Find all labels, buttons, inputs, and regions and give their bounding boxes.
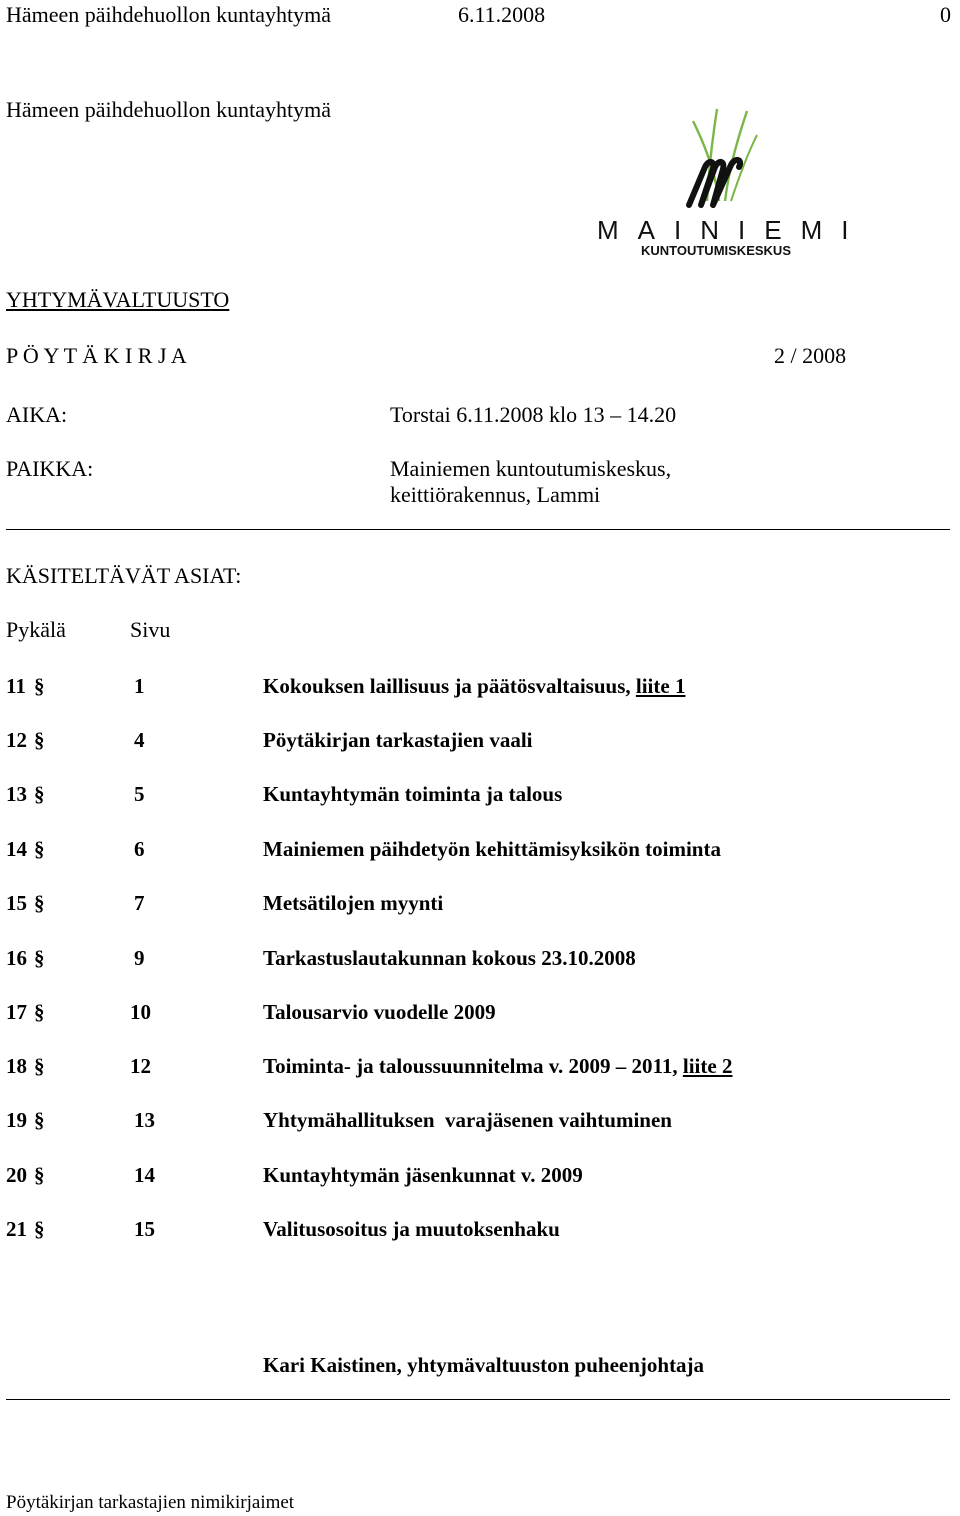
agenda-text: Metsätilojen myynti <box>263 891 444 915</box>
agenda-text <box>263 673 685 699</box>
section-number: 14 <box>6 837 27 861</box>
place-label: PAIKKA: <box>6 456 94 481</box>
agenda-item <box>0 999 960 1027</box>
attachment-link[interactable]: liite 1 <box>635 674 686 698</box>
section-number: 13 <box>6 782 27 806</box>
footer-initials-label: Pöytäkirjan tarkastajien nimikirjaimet <box>6 1492 295 1513</box>
header-page-number: 0 <box>940 2 951 27</box>
agenda-item <box>0 890 960 918</box>
signature-line: Kari Kaistinen, yhtymävaltuuston puheenjohtaja <box>263 1353 705 1377</box>
page-number: 14 <box>134 1163 155 1187</box>
section-symbol: § <box>34 891 45 915</box>
time-label: AIKA: <box>6 402 68 427</box>
council-heading: YHTYMÄVALTUUSTO <box>6 287 230 312</box>
agenda-item <box>0 836 960 864</box>
section-number: 20 <box>6 1163 27 1187</box>
section-symbol: § <box>34 837 45 861</box>
agenda-title-text: Kokouksen laillisuus ja päätösvaltaisuus, <box>263 674 636 698</box>
section-symbol: § <box>34 1108 45 1132</box>
divider <box>6 1399 950 1400</box>
agenda-text: Yhtymähallituksen varajäsenen vaihtuminen <box>263 1108 672 1132</box>
section-symbol: § <box>34 728 45 752</box>
attachment-link[interactable]: liite 2 <box>682 1054 733 1078</box>
page-number: 15 <box>134 1217 155 1241</box>
mainiemi-logo <box>597 105 868 259</box>
agenda-item <box>0 1162 960 1190</box>
organization-title: Hämeen päihdehuollon kuntayhtymä <box>6 97 332 122</box>
agenda-text: Kuntayhtymän toiminta ja talous <box>263 782 563 806</box>
time-value: Torstai 6.11.2008 klo 13 – 14.20 <box>390 402 677 427</box>
logo-brand-text: MAINIEMI <box>597 215 868 245</box>
agenda-text <box>263 1053 732 1079</box>
minutes-title: P Ö Y T Ä K I R J A <box>6 343 187 368</box>
section-symbol: § <box>34 1217 45 1241</box>
page-number: 5 <box>134 782 145 806</box>
place-line-2: keittiörakennus, Lammi <box>390 482 601 507</box>
agenda-text: Kuntayhtymän jäsenkunnat v. 2009 <box>263 1163 583 1187</box>
agenda-item <box>0 945 960 973</box>
page-number: 9 <box>134 946 145 970</box>
section-number: 17 <box>6 1000 27 1024</box>
section-number: 19 <box>6 1108 27 1132</box>
section-number: 21 <box>6 1217 27 1241</box>
section-symbol: § <box>34 782 45 806</box>
page-number: 13 <box>134 1108 155 1132</box>
agenda-text: Valitusosoitus ja muutoksenhaku <box>263 1217 560 1241</box>
agenda-item <box>0 727 960 755</box>
page-number: 12 <box>130 1054 151 1078</box>
agenda-text: Pöytäkirjan tarkastajien vaali <box>263 728 533 752</box>
agenda-title-text: Toiminta- ja taloussuunnitelma v. 2009 – 2011, <box>263 1054 683 1078</box>
column-header-section: Pykälä <box>6 617 66 642</box>
page-number: 7 <box>134 891 145 915</box>
agenda-item <box>0 1107 960 1135</box>
page-number: 1 <box>134 674 145 698</box>
agenda-text: Mainiemen päihdetyön kehittämisyksikön toiminta <box>263 837 721 861</box>
section-symbol: § <box>34 946 45 970</box>
header-date: 6.11.2008 <box>458 2 546 27</box>
section-symbol: § <box>34 1163 45 1187</box>
place-line-1: Mainiemen kuntoutumiskeskus, <box>390 456 672 481</box>
section-symbol: § <box>34 1054 45 1078</box>
page-number: 10 <box>130 1000 151 1024</box>
agenda-title: KÄSITELTÄVÄT ASIAT: <box>6 563 242 588</box>
section-number: 18 <box>6 1054 27 1078</box>
logo-subtitle-text: KUNTOUTUMISKESKUS <box>641 243 791 258</box>
agenda-item <box>0 1053 960 1081</box>
section-number: 12 <box>6 728 27 752</box>
logo-mark-icon <box>597 105 847 217</box>
page-number: 4 <box>134 728 145 752</box>
section-number: 16 <box>6 946 27 970</box>
agenda-text: Talousarvio vuodelle 2009 <box>263 1000 496 1024</box>
agenda-item <box>0 781 960 809</box>
column-header-page: Sivu <box>130 617 171 642</box>
section-number: 11 <box>6 674 26 698</box>
page-number: 6 <box>134 837 145 861</box>
section-symbol: § <box>34 1000 45 1024</box>
agenda-item <box>0 673 960 701</box>
agenda-text: Tarkastuslautakunnan kokous 23.10.2008 <box>263 946 636 970</box>
section-number: 15 <box>6 891 27 915</box>
divider <box>6 529 950 530</box>
agenda-item <box>0 1216 960 1244</box>
minutes-number: 2 / 2008 <box>774 343 847 368</box>
header-organization: Hämeen päihdehuollon kuntayhtymä <box>6 2 332 27</box>
section-symbol: § <box>34 674 45 698</box>
